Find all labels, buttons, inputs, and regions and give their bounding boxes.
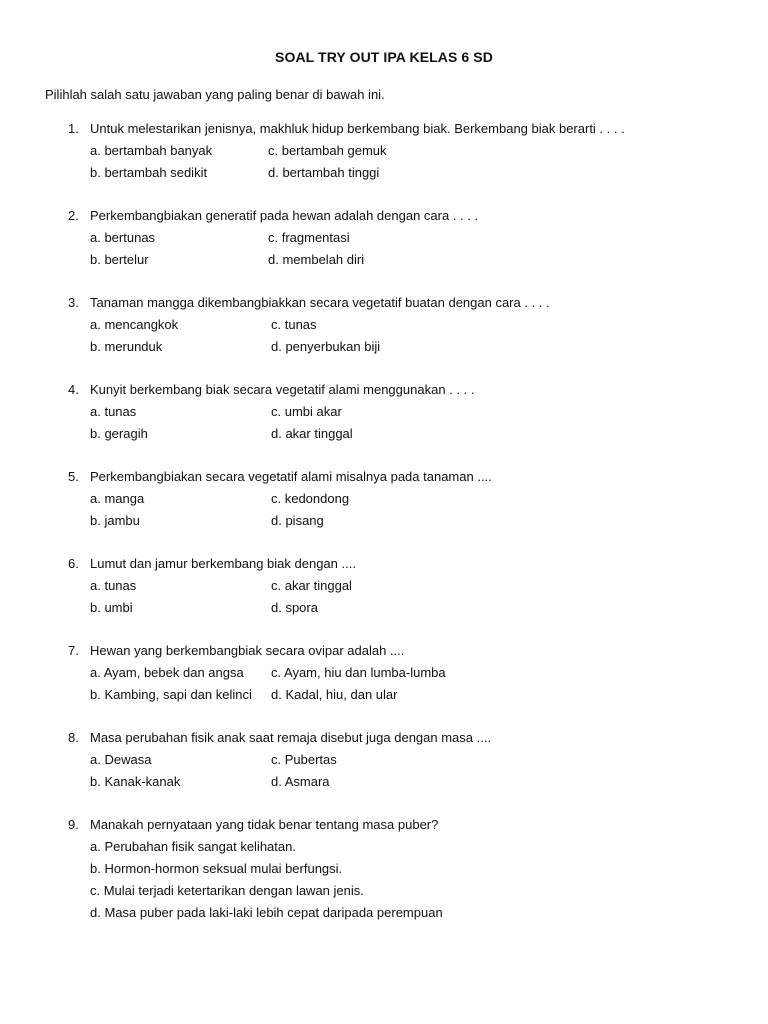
question-5 <box>68 466 748 532</box>
option-b: b. bertelur <box>90 252 149 267</box>
option-d: d. Asmara <box>271 774 330 789</box>
question-text: Perkembangbiakan generatif pada hewan adalah dengan cara . . . . <box>90 208 479 223</box>
option-b: b. Hormon-hormon seksual mulai berfungsi. <box>90 861 343 876</box>
question-6 <box>68 553 748 619</box>
question-number: 4. <box>68 382 79 397</box>
instruction-text: Pilihlah salah satu jawaban yang paling benar di bawah ini. <box>45 87 385 102</box>
question-text: Hewan yang berkembangbiak secara ovipar adalah .... <box>90 643 405 658</box>
option-c: c. Pubertas <box>271 752 337 767</box>
option-b: b. bertambah sedikit <box>90 165 208 180</box>
option-a: a. tunas <box>90 404 137 419</box>
question-8 <box>68 727 748 793</box>
option-d: d. bertambah tinggi <box>268 165 380 180</box>
option-c: c. kedondong <box>271 491 350 506</box>
option-b: b. jambu <box>90 513 140 528</box>
question-2 <box>68 205 748 271</box>
question-text: Masa perubahan fisik anak saat remaja disebut juga dengan masa .... <box>90 730 492 745</box>
question-number: 6. <box>68 556 79 571</box>
option-b: b. merunduk <box>90 339 163 354</box>
option-d: d. pisang <box>271 513 324 528</box>
question-number: 2. <box>68 208 79 223</box>
option-c: c. umbi akar <box>271 404 342 419</box>
option-c: c. fragmentasi <box>268 230 350 245</box>
question-7 <box>68 640 748 706</box>
option-d: d. Kadal, hiu, dan ular <box>271 687 398 702</box>
question-number: 8. <box>68 730 79 745</box>
option-d: d. spora <box>271 600 318 615</box>
option-c: c. bertambah gemuk <box>268 143 387 158</box>
question-number: 3. <box>68 295 79 310</box>
question-text: Tanaman mangga dikembangbiakkan secara vegetatif buatan dengan cara . . . . <box>90 295 550 310</box>
option-c: c. tunas <box>271 317 317 332</box>
option-c: c. akar tinggal <box>271 578 352 593</box>
option-d: d. membelah diri <box>268 252 365 267</box>
question-text: Kunyit berkembang biak secara vegetatif alami menggunakan . . . . <box>90 382 475 397</box>
question-number: 5. <box>68 469 79 484</box>
question-9 <box>68 814 748 924</box>
question-number: 9. <box>68 817 79 832</box>
question-text: Untuk melestarikan jenisnya, makhluk hidup berkembang biak. Berkembang biak berarti . . . . <box>90 121 625 136</box>
page-title: SOAL TRY OUT IPA KELAS 6 SD <box>275 49 493 65</box>
option-a: a. Ayam, bebek dan angsa <box>90 665 244 680</box>
option-a: a. bertunas <box>90 230 156 245</box>
question-text: Lumut dan jamur berkembang biak dengan .... <box>90 556 356 571</box>
option-d: d. penyerbukan biji <box>271 339 381 354</box>
option-a: a. manga <box>90 491 145 506</box>
question-text: Manakah pernyataan yang tidak benar tentang masa puber? <box>90 817 439 832</box>
option-a: a. bertambah banyak <box>90 143 213 158</box>
question-4 <box>68 379 748 445</box>
option-b: b. Kanak-kanak <box>90 774 181 789</box>
option-b: b. umbi <box>90 600 133 615</box>
option-b: b. Kambing, sapi dan kelinci <box>90 687 252 702</box>
question-number: 1. <box>68 121 79 136</box>
option-c: c. Mulai terjadi ketertarikan dengan lawan jenis. <box>90 883 364 898</box>
question-1 <box>68 118 748 184</box>
question-3 <box>68 292 748 358</box>
option-d: d. akar tinggal <box>271 426 353 441</box>
option-a: a. mencangkok <box>90 317 179 332</box>
option-a: a. tunas <box>90 578 137 593</box>
question-text: Perkembangbiakan secara vegetatif alami misalnya pada tanaman .... <box>90 469 492 484</box>
option-a: a. Perubahan fisik sangat kelihatan. <box>90 839 296 854</box>
option-b: b. geragih <box>90 426 148 441</box>
option-d: d. Masa puber pada laki-laki lebih cepat daripada perempuan <box>90 905 443 920</box>
question-number: 7. <box>68 643 79 658</box>
option-c: c. Ayam, hiu dan lumba-lumba <box>271 665 446 680</box>
option-a: a. Dewasa <box>90 752 152 767</box>
